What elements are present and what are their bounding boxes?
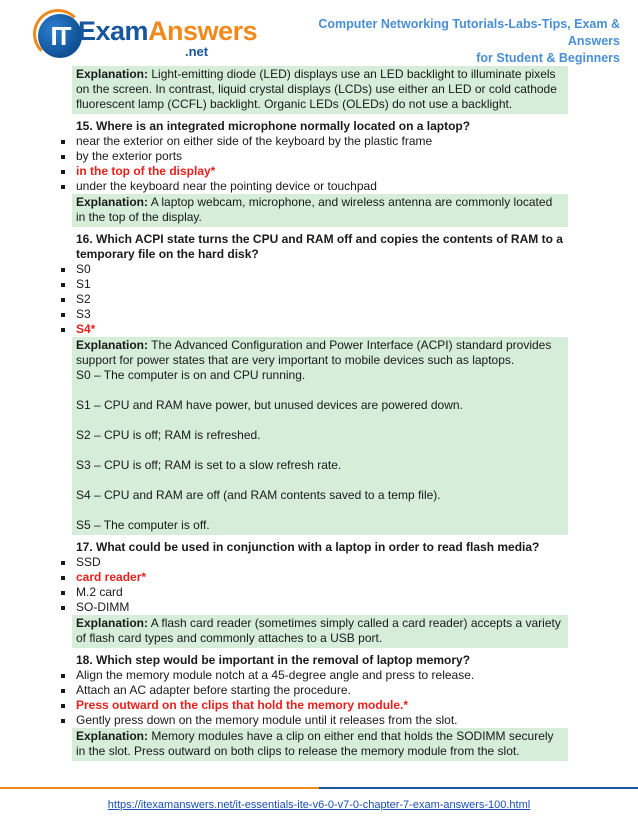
logo-exam-text: Exam — [78, 16, 149, 46]
logo-it-text: IT — [50, 21, 70, 51]
answer-option: S3 — [60, 307, 568, 322]
answer-option: SO-DIMM — [60, 600, 568, 615]
explanation-box — [72, 194, 568, 227]
explanation-label: Explanation: — [76, 729, 149, 743]
page-content — [60, 66, 568, 761]
footer-url-link[interactable]: https://itexamanswers.net/it-essentials-ite-v6-0-v7-0-chapter-7-exam-answers-100.html — [107, 799, 531, 811]
site-tagline — [290, 16, 620, 67]
correct-answer-option: in the top of the display* — [60, 164, 568, 179]
answer-option: Attach an AC adapter before starting the procedure. — [60, 683, 568, 698]
explanation-label: Explanation: — [76, 195, 149, 209]
question-18: 18. Which step would be important in the removal of laptop memory? — [76, 653, 471, 667]
logo-wordmark — [78, 16, 257, 47]
answer-list-18 — [60, 668, 568, 728]
site-logo[interactable] — [38, 10, 258, 60]
acpi-state-line: S3 – CPU is off; RAM is set to a slow refresh rate. — [76, 458, 342, 472]
logo-ring-icon — [33, 9, 83, 59]
answer-option: near the exterior on either side of the keyboard by the plastic frame — [60, 134, 568, 149]
answer-option: S2 — [60, 292, 568, 307]
correct-answer-option: card reader* — [60, 570, 568, 585]
acpi-state-line: S1 – CPU and RAM have power, but unused devices are powered down. — [76, 398, 463, 412]
answer-list-15 — [60, 134, 568, 194]
explanation-box — [72, 728, 568, 761]
question-16: 16. Which ACPI state turns the CPU and RAM off and copies the contents of RAM to a temporary file on the hard disk? — [76, 232, 563, 261]
explanation-box — [72, 66, 568, 114]
explanation-label: Explanation: — [76, 616, 149, 630]
answer-option: Gently press down on the memory module until it releases from the slot. — [60, 713, 568, 728]
correct-answer-option: Press outward on the clips that hold the memory module.* — [60, 698, 568, 713]
page-header — [0, 0, 638, 66]
logo-net-text: .net — [185, 44, 209, 59]
footer-divider — [0, 787, 638, 789]
answer-option: under the keyboard near the pointing device or touchpad — [60, 179, 568, 194]
tagline-line-1: Computer Networking Tutorials-Labs-Tips, Exam & Answers — [318, 17, 620, 48]
explanation-text: A flash card reader (sometimes simply called a card reader) accepts a variety of flash card types and commonly attaches to a USB port. — [76, 616, 561, 645]
logo-answers-text: Answers — [148, 16, 258, 46]
logo-badge-icon — [38, 14, 82, 58]
acpi-state-line: S0 – The computer is on and CPU running. — [76, 368, 306, 382]
answer-option: SSD — [60, 555, 568, 570]
tagline-line-2: for Student & Beginners — [476, 51, 620, 65]
answer-option: M.2 card — [60, 585, 568, 600]
question-17: 17. What could be used in conjunction with a laptop in order to read flash media? — [76, 540, 540, 554]
question-15: 15. Where is an integrated microphone normally located on a laptop? — [76, 119, 471, 133]
explanation-label: Explanation: — [76, 338, 149, 352]
explanation-label: Explanation: — [76, 67, 149, 81]
explanation-text: A laptop webcam, microphone, and wireless antenna are commonly located in the top of the display. — [76, 195, 553, 224]
answer-option: Align the memory module notch at a 45-degree angle and press to release. — [60, 668, 568, 683]
explanation-text: The Advanced Configuration and Power Interface (ACPI) standard provides support for power states that are very important to mobile devices such as laptops. — [76, 338, 552, 367]
acpi-state-line: S2 – CPU is off; RAM is refreshed. — [76, 428, 261, 442]
answer-option: by the exterior ports — [60, 149, 568, 164]
answer-list-17 — [60, 555, 568, 615]
explanation-text: Memory modules have a clip on either end that holds the SODIMM securely in the slot. Press outward on both clips to release the memory module from the slot. — [76, 729, 554, 758]
explanation-text: Light-emitting diode (LED) displays use an LED backlight to illuminate pixels on the screen. In contrast, liquid crystal displays (LCDs) use either an LED or cold cathode fluorescent lamp (CCFL) backlight. Organic LEDs (OLEDs) do not use a backlight. — [76, 67, 557, 111]
answer-option: S1 — [60, 277, 568, 292]
correct-answer-option: S4* — [60, 322, 568, 337]
explanation-box — [72, 615, 568, 648]
acpi-state-line: S5 – The computer is off. — [76, 518, 210, 532]
answer-option: S0 — [60, 262, 568, 277]
acpi-state-line: S4 – CPU and RAM are off (and RAM contents saved to a temp file). — [76, 488, 441, 502]
explanation-box — [72, 337, 568, 535]
answer-list-16 — [60, 262, 568, 337]
